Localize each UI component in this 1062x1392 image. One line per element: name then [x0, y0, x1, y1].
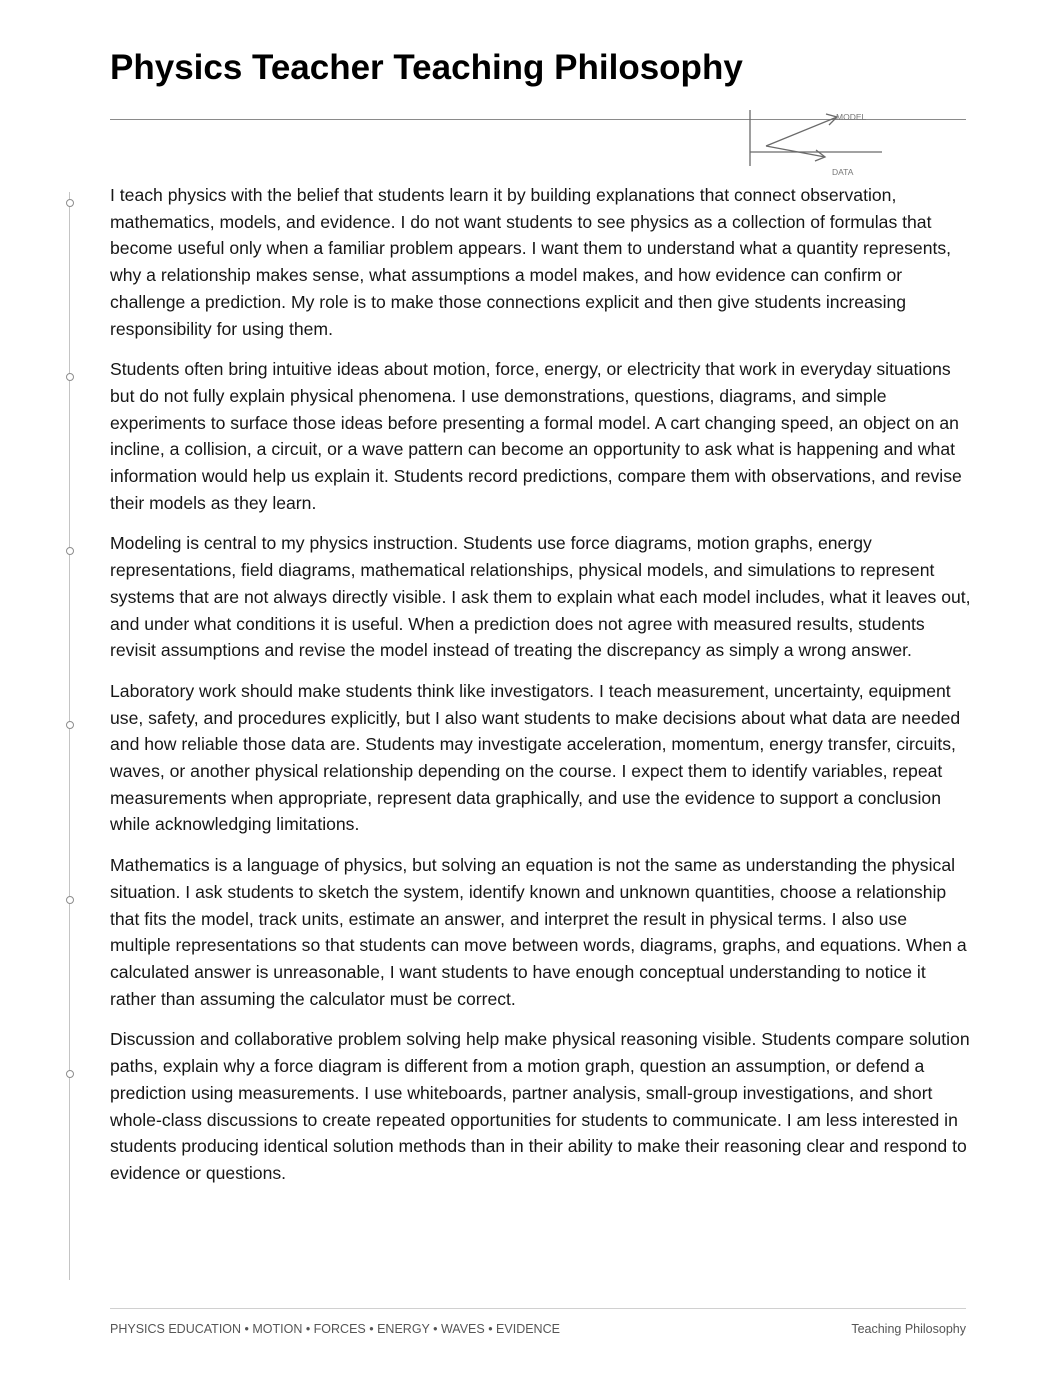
rail-node [66, 199, 74, 207]
rail-node [66, 1070, 74, 1078]
paragraph: Students often bring intuitive ideas about motion, force, energy, or electricity that work in everyday situations but do not fully explain physical phenomena. I use demonstrations, questions, diagrams, and simple experiments to surface those ideas before presenting a formal model. A cart changing speed, an object on an incline, a collision, a circuit, or a wave pattern can become an opportunity to ask what is happening and what information would help us explain it. Students record predictions, compare them with observations, and revise their models as they learn. [110, 359, 962, 513]
footer-topics: PHYSICS EDUCATION • MOTION • FORCES • ENERGY • WAVES • EVIDENCE [110, 1322, 560, 1336]
page-title: Physics Teacher Teaching Philosophy [110, 48, 743, 87]
model-data-diagram [740, 106, 970, 178]
paragraph: I teach physics with the belief that students learn it by building explanations that connect observation, mathematics, models, and evidence. I do not want students to see physics as a collection of formulas that become useful only when a familiar problem appears. I want them to understand what a quantity represents, why a relationship makes sense, what assumptions a model makes, and how evidence can confirm or challenge a prediction. My role is to make those connections explicit and then give students increasing responsibility for using them. [110, 185, 952, 339]
paragraph: Mathematics is a language of physics, but solving an equation is not the same as understanding the physical situation. I ask students to sketch the system, identify known and unknown quantities, choose a relationship that fits the model, track units, estimate an answer, and interpret the result in physical terms. I also use multiple representations so that students can move between words, diagrams, graphs, and equations. When a calculated answer is unreasonable, I want students to have enough conceptual understanding to notice it rather than assuming the calculator must be correct. [110, 855, 967, 1009]
rail-node [66, 547, 74, 555]
diagram-label-data: DATA [832, 167, 854, 177]
paragraph: Laboratory work should make students think like investigators. I teach measurement, uncertainty, equipment use, safety, and procedures explicitly, but I also want students to make decisions about what data are needed and how reliable those data are. Students may investigate acceleration, momentum, energy transfer, circuits, waves, or another physical relationship depending on the course. I expect them to identify variables, repeat measurements when appropriate, represent data graphically, and use the evidence to support a conclusion while acknowledging limitations. [110, 680, 961, 835]
rail-node [66, 896, 74, 904]
rail-node [66, 373, 74, 381]
diagram-label-model: MODEL [836, 112, 867, 122]
rail-node [66, 721, 74, 729]
paragraph: Modeling is central to my physics instruction. Students use force diagrams, motion graphs, energy representations, field diagrams, mathematical relationships, physical models, and simulations to represent systems that are not always directly visible. I ask them to explain what each model includes, what it leaves out, and under what conditions it is useful. When a prediction does not agree with measured results, students revisit assumptions and revise the model instead of treating the discrepancy as simply a wrong answer. [110, 533, 971, 661]
paragraph: Discussion and collaborative problem solving help make physical reasoning visible. Students compare solution paths, explain why a force diagram is different from a motion graph, question an assumption, or defend a prediction using measurements. I use whiteboards, partner analysis, small-group investigations, and short whole-class discussions to create repeated opportunities for students to communicate. I am less interested in students producing identical solution methods than in their ability to make their reasoning clear and respond to evidence or questions. [110, 1029, 970, 1183]
philosophy-body [110, 182, 972, 1201]
side-timeline-rail [69, 192, 70, 1280]
footer-doc-label: Teaching Philosophy [851, 1322, 966, 1336]
footer-rule [110, 1308, 966, 1309]
